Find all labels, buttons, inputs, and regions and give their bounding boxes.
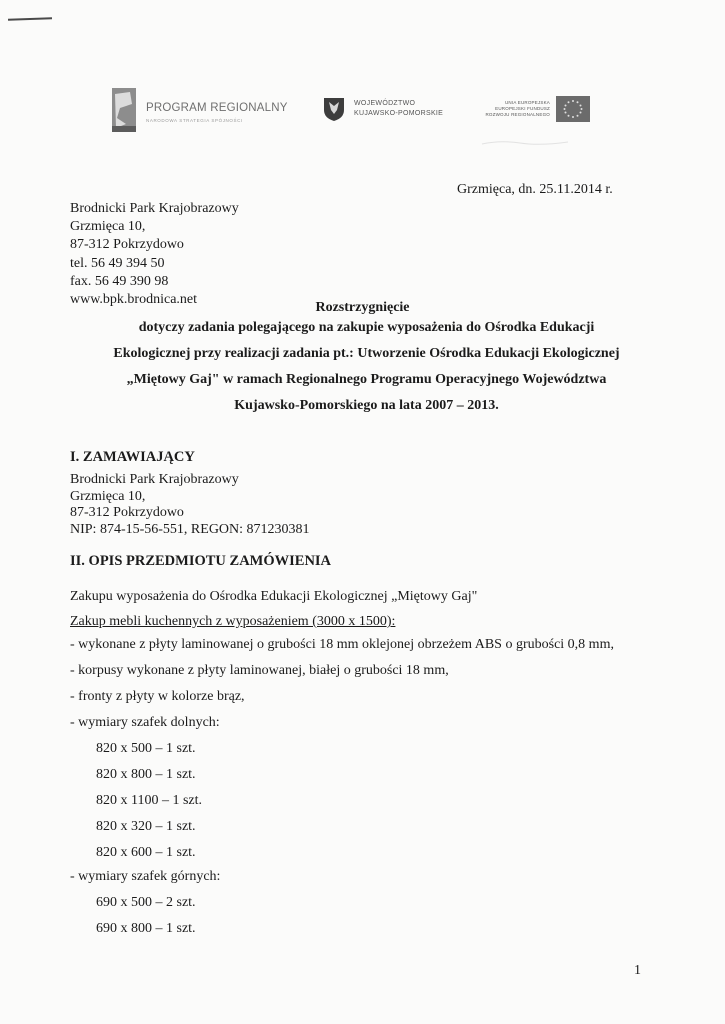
wojewodztwo-line1: WOJEWÓDZTWO [354,100,416,107]
crest-icon [322,96,346,122]
program-title: PROGRAM REGIONALNY [146,102,288,114]
title-line-5: Kujawsko-Pomorskiego na lata 2007 – 2013. [234,398,499,413]
document-date: Grzmięca, dn. 25.11.2014 r. [457,182,613,197]
spec-bullet: - wymiary szafek dolnych: [70,715,220,730]
sender-line: tel. 56 49 394 50 [70,255,165,271]
sender-line: 87-312 Pokrzydowo [70,237,184,253]
eu-line1: UNIA EUROPEJSKA [504,100,550,105]
sender-line: Grzmięca 10, [70,219,146,235]
title-line-1: Rozstrzygnięcie [315,300,410,315]
section-2-intro: Zakupu wyposażenia do Ośrodka Edukacji Ekologicznej „Miętowy Gaj" [70,589,478,604]
lower-cabinet-item: 820 x 320 – 1 szt. [96,819,196,834]
program-regionalny-logo [112,88,307,132]
program-emblem-icon [112,88,136,132]
orderer-line: Grzmięca 10, [70,488,146,504]
section-1-heading: I. ZAMAWIAJĄCY [70,449,195,465]
title-line-2: dotyczy zadania polegającego na zakupie wyposażenia do Ośrodka Edukacji [138,320,595,335]
eu-line3: ROZWOJU REGIONALNEGO [485,112,550,117]
upper-cabinet-item: 690 x 800 – 1 szt. [96,921,196,936]
orderer-line: Brodnicki Park Krajobrazowy [70,472,239,487]
section-2-heading: II. OPIS PRZEDMIOTU ZAMÓWIENIA [70,553,332,569]
sender-line: fax. 56 49 390 98 [70,273,169,289]
program-subtitle: NARODOWA STRATEGIA SPÓJNOŚCI [146,118,243,123]
faint-scan-trace [480,138,570,148]
eu-logo [480,96,590,124]
upper-cabinet-item: 690 x 500 – 2 szt. [96,895,196,910]
scan-mark [8,17,52,21]
title-line-3: Ekologicznej przy realizacji zadania pt.: Utworzenie Ośrodka Edukacji Ekologicznej [113,346,620,361]
lower-cabinet-item: 820 x 600 – 1 szt. [96,845,196,860]
wojewodztwo-line2: KUJAWSKO-POMORSKIE [354,110,444,117]
spec-bullet: - fronty z płyty w kolorze brąz, [70,689,245,704]
page-number: 1 [634,963,641,978]
sender-line: www.bpk.brodnica.net [70,292,198,308]
sender-address [70,200,239,309]
section-2-subheading: Zakup mebli kuchennych z wyposażeniem (3000 x 1500): [70,614,396,629]
lower-cabinet-item: 820 x 1100 – 1 szt. [96,793,203,808]
eu-line2: EUROPEJSKI FUNDUSZ [495,106,550,111]
upper-cabinets-label: - wymiary szafek górnych: [70,869,221,884]
spec-bullet: - korpusy wykonane z płyty laminowanej, białej o grubości 18 mm, [70,663,449,678]
lower-cabinet-item: 820 x 500 – 1 szt. [96,741,196,756]
wojewodztwo-logo [322,96,442,126]
spec-bullet: - wykonane z płyty laminowanej o grubości 18 mm oklejonej obrzeżem ABS o grubości 0,8 mm, [70,637,614,652]
title-line-4: „Miętowy Gaj" w ramach Regionalnego Programu Operacyjnego Województwa [126,372,607,387]
lower-cabinet-item: 820 x 800 – 1 szt. [96,767,196,782]
eu-flag-icon [556,96,590,122]
sender-line: Brodnicki Park Krajobrazowy [70,201,239,216]
orderer-line: NIP: 874-15-56-551, REGON: 871230381 [70,521,310,537]
orderer-line: 87-312 Pokrzydowo [70,505,184,520]
section-1-body [70,472,310,538]
